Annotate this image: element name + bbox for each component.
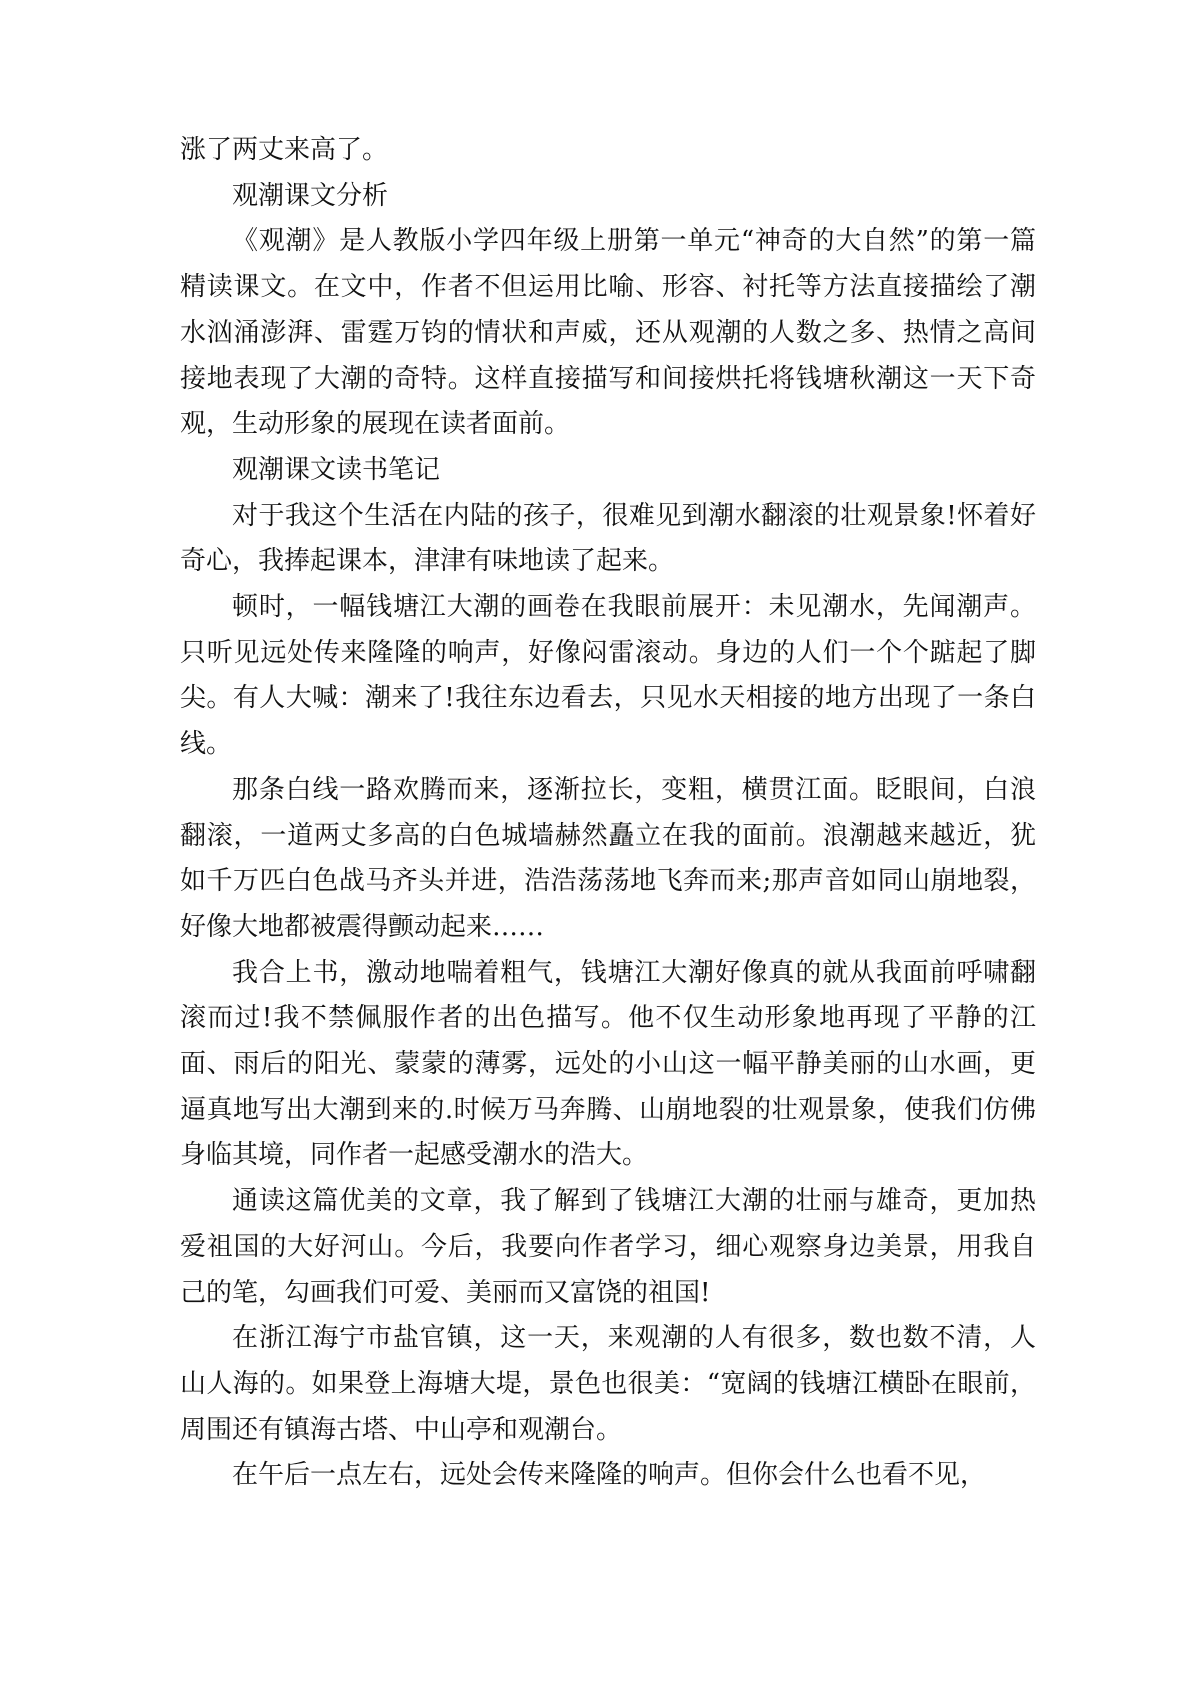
paragraph-continuation: 涨了两丈来高了。 — [180, 135, 389, 165]
paragraph-analysis: 《观潮》是人教版小学四年级上册第一单元“神奇的大自然”的第一篇精读课文。在文中，作者不但运用比喻、形容、衬托等方法直接描绘了潮水汹涌澎湃、雷霆万钧的情状和声威，还从观潮的人数之多、热情之高间接地表现了大潮的奇特。这样直接描写和间接烘托将钱塘秋潮这一天下奇观，生动形象的展现在读者面前。 — [180, 226, 1036, 440]
paragraph-notes-reflection: 我合上书，激动地喘着粗气，钱塘江大潮好像真的就从我面前呼啸翻滚而过!我不禁佩服作者的出色描写。他不仅生动形象地再现了平静的江面、雨后的阳光、蒙蒙的薄雾，远处的小山这一幅平静美丽的山水画，更逼真地写出大潮到来的.时候万马奔腾、山崩地裂的壮观景象，使我们仿佛身临其境，同作者一起感受潮水的浩大。 — [180, 957, 1036, 1171]
paragraph-notes-conclusion: 通读这篇优美的文章，我了解到了钱塘江大潮的壮丽与雄奇，更加热爱祖国的大好河山。今后，我要向作者学习，细心观察身边美景，用我自己的笔，勾画我们可爱、美丽而又富饶的祖国! — [180, 1186, 1036, 1308]
section-heading-analysis: 观潮课文分析 — [232, 180, 389, 211]
section-heading-reading-notes: 观潮课文读书笔记 — [232, 454, 441, 485]
paragraph-afternoon: 在午后一点左右，远处会传来隆隆的响声。但你会什么也看不见， — [232, 1460, 987, 1491]
paragraph-notes-scene: 顿时，一幅钱塘江大潮的画卷在我眼前展开：未见潮水，先闻潮声。只听见远处传来隆隆的响声，好像闷雷滚动。身边的人们一个个踮起了脚尖。有人大喊：潮来了!我往东边看去，只见水天相接的地方出现了一条白线。 — [180, 592, 1036, 760]
paragraph-notes-wave: 那条白线一路欢腾而来，逐渐拉长，变粗，横贯江面。眨眼间，白浪翻滚，一道两丈多高的白色城墙赫然矗立在我的面前。浪潮越来越近，犹如千万匹白色战马齐头并进，浩浩荡荡地飞奔而来;那声音如同山崩地裂，好像大地都被震得颤动起来…… — [180, 774, 1036, 942]
document-page — [180, 128, 1036, 1499]
paragraph-yanguan-town: 在浙江海宁市盐官镇，这一天，来观潮的人有很多，数也数不清，人山人海的。如果登上海塘大堤，景色也很美：“宽阔的钱塘江横卧在眼前，周围还有镇海古塔、中山亭和观潮台。 — [180, 1323, 1036, 1445]
paragraph-notes-intro: 对于我这个生活在内陆的孩子，很难见到潮水翻滚的壮观景象!怀着好奇心，我捧起课本，津津有味地读了起来。 — [180, 500, 1036, 577]
